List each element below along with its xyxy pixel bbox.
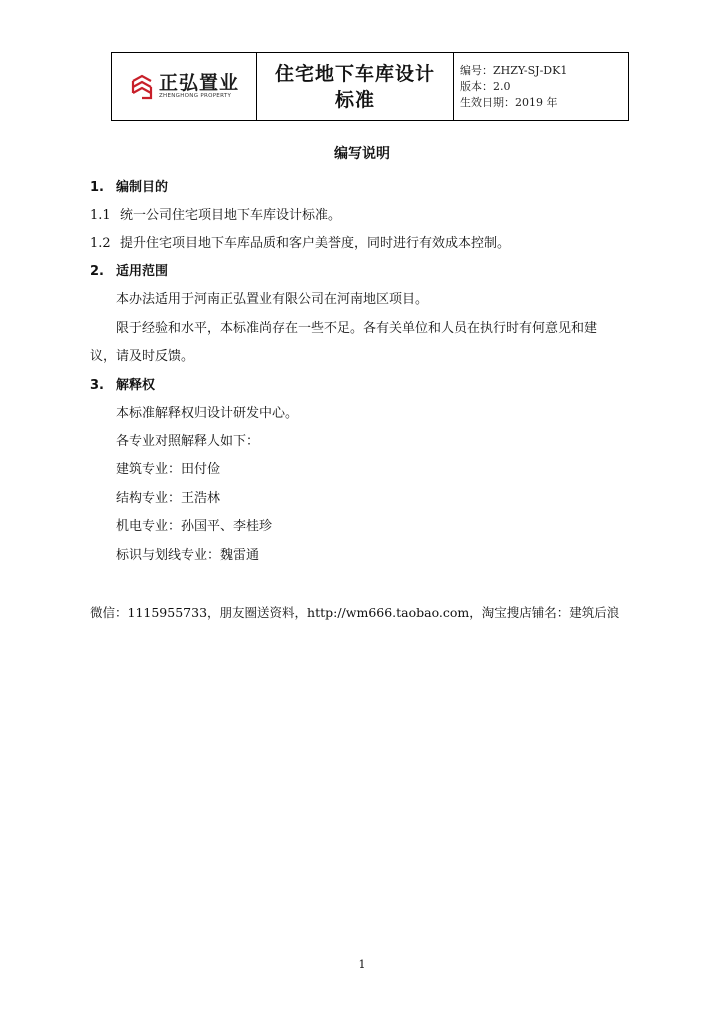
document-meta-cell xyxy=(454,53,628,120)
section-3-line-6: 标识与划线专业：魏雷通 xyxy=(116,548,260,563)
title-line-1: 住宅地下车库设计 xyxy=(274,62,435,85)
section-1-item-1 xyxy=(90,206,341,226)
company-logo xyxy=(129,73,239,100)
section-2-paragraph-1: 本办法适用于河南正弘置业有限公司在河南地区项目。 xyxy=(116,292,429,307)
logo-mark-icon xyxy=(129,74,155,100)
item-1-2-number: 1.2 xyxy=(90,236,111,251)
section-3-line-3: 建筑专业：田付俭 xyxy=(116,462,221,477)
section-1-number: 1. xyxy=(90,180,104,195)
section-1-heading xyxy=(90,178,168,198)
section-2-number: 2. xyxy=(90,264,104,279)
section-3-number: 3. xyxy=(90,378,104,393)
section-1-title: 编制目的 xyxy=(116,180,169,195)
section-1-item-2 xyxy=(90,234,510,254)
section-3-line-1: 本标准解释权归设计研发中心。 xyxy=(116,406,299,421)
section-3-line-2: 各专业对照解释人如下： xyxy=(116,434,260,449)
section-2-title: 适用范围 xyxy=(116,264,169,279)
section-2-paragraph-2-line-2: 议，请及时反馈。 xyxy=(90,349,195,364)
section-2-heading xyxy=(90,262,168,282)
section-3-line-4: 结构专业：王浩林 xyxy=(116,491,221,506)
doc-heading: 编写说明 xyxy=(334,146,390,162)
section-2-paragraph-2-line-1: 限于经验和水平，本标准尚存在一些不足。各有关单位和人员在执行时有何意见和建 xyxy=(116,321,598,336)
header-table xyxy=(111,52,629,121)
page-number: 1 xyxy=(358,958,366,971)
title-line-2: 标准 xyxy=(334,88,375,111)
effective-date: 生效日期：2019 年 xyxy=(460,95,558,109)
item-1-2-text: 提升住宅项目地下车库品质和客户美誉度，同时进行有效成本控制。 xyxy=(120,236,511,251)
document-title-cell xyxy=(257,53,454,120)
item-1-1-number: 1.1 xyxy=(90,208,111,223)
footer-note: 微信：1115955733，朋友圈送资料，http://wm666.taobao.com，淘宝搜店铺名：建筑后浪 xyxy=(90,605,620,620)
logo-english-name: ZHENGHONG PROPERTY xyxy=(158,93,232,99)
document-version: 版本：2.0 xyxy=(460,79,511,93)
item-1-1-text: 统一公司住宅项目地下车库设计标准。 xyxy=(120,208,342,223)
section-3-title: 解释权 xyxy=(116,378,156,393)
document-code: 编号：ZHZY-SJ-DK1 xyxy=(460,63,568,77)
section-3-heading xyxy=(90,376,155,396)
logo-chinese-name: 正弘置业 xyxy=(158,72,239,94)
logo-cell xyxy=(112,53,257,120)
section-3-line-5: 机电专业：孙国平、李桂珍 xyxy=(116,519,273,534)
